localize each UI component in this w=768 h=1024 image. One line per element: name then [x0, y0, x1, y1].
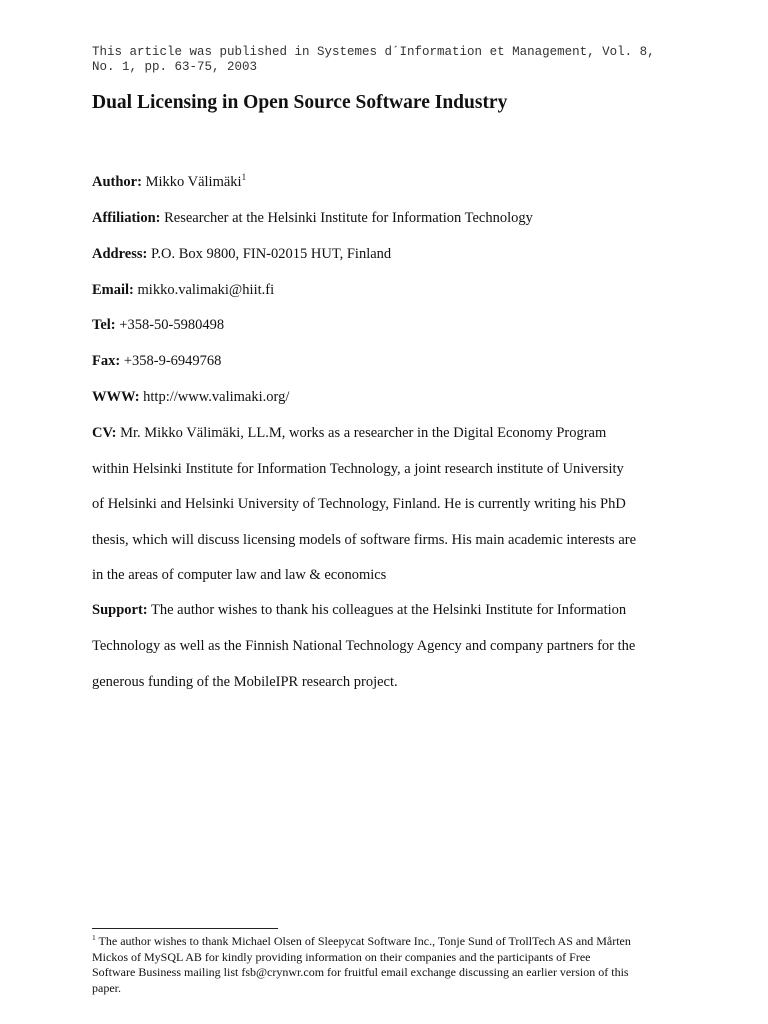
support-line: Technology as well as the Finnish National Technology Agency and company partners for the — [92, 638, 636, 654]
tel-field — [92, 316, 224, 334]
support-line-text: The author wishes to thank his colleagues at the Helsinki Institute for Information — [150, 602, 627, 618]
email-field — [92, 281, 274, 299]
footnote — [92, 934, 682, 996]
footnote-line: Mickos of MySQL AB for kindly providing information on their companies and the participants of Free — [92, 949, 591, 964]
cv-line: thesis, which will discuss licensing models of software firms. His main academic interests are — [92, 531, 637, 548]
address-value: P.O. Box 9800, FIN-02015 HUT, Finland — [150, 246, 392, 262]
author-field — [92, 173, 246, 191]
footnote-divider — [92, 928, 278, 929]
author-value: Mikko Välimäki — [145, 174, 242, 190]
author-label: Author: — [92, 174, 142, 190]
support-label: Support: — [92, 602, 148, 618]
footnote-mark: 1 — [92, 933, 96, 942]
cv-label: CV: — [92, 425, 117, 441]
author-footnote-mark[interactable]: 1 — [241, 172, 247, 182]
paper-title: Dual Licensing in Open Source Software Industry — [92, 92, 508, 113]
support-line: generous funding of the MobileIPR research project. — [92, 674, 398, 690]
support-line — [92, 601, 626, 619]
cv-line: within Helsinki Institute for Information Technology, a joint research institute of University — [92, 460, 624, 477]
affiliation-label: Affiliation: — [92, 210, 161, 226]
cv-line: of Helsinki and Helsinki University of Technology, Finland. He is currently writing his PhD — [92, 496, 626, 512]
cv-line — [92, 424, 606, 442]
footnote-line: Software Business mailing list fsb@crynwr.com for fruitful email exchange discussing an earlier version of this — [92, 965, 629, 979]
publication-notice-line-1: This article was published in Systemes d´Information et Management, Vol. 8, — [92, 45, 655, 59]
cv-line-text: Mr. Mikko Välimäki, LL.M, works as a researcher in the Digital Economy Program — [120, 425, 607, 441]
affiliation-value: Researcher at the Helsinki Institute for Information Technology — [164, 210, 533, 226]
address-label: Address: — [92, 246, 148, 262]
www-label: WWW: — [92, 389, 140, 405]
tel-value: +358-50-5980498 — [119, 317, 225, 333]
www-value[interactable]: http://www.valimaki.org/ — [143, 389, 290, 405]
fax-value: +358-9-6949768 — [123, 353, 222, 369]
email-value[interactable]: mikko.valimaki@hiit.fi — [137, 282, 275, 298]
publication-notice-line-2: No. 1, pp. 63-75, 2003 — [92, 60, 258, 74]
fax-label: Fax: — [92, 353, 121, 369]
footnote-line — [92, 934, 682, 950]
footnote-line: paper. — [92, 980, 121, 995]
fax-field — [92, 352, 221, 370]
www-field — [92, 388, 289, 406]
affiliation-field — [92, 209, 533, 227]
address-field — [92, 245, 391, 263]
publication-notice — [92, 45, 692, 75]
tel-label: Tel: — [92, 317, 116, 333]
footnote-line-text: The author wishes to thank Michael Olsen of Sleepycat Software Inc., Tonje Sund of TrollTech AS and Mårten — [98, 934, 631, 948]
email-label: Email: — [92, 282, 134, 298]
cv-line: in the areas of computer law and law & economics — [92, 567, 387, 583]
